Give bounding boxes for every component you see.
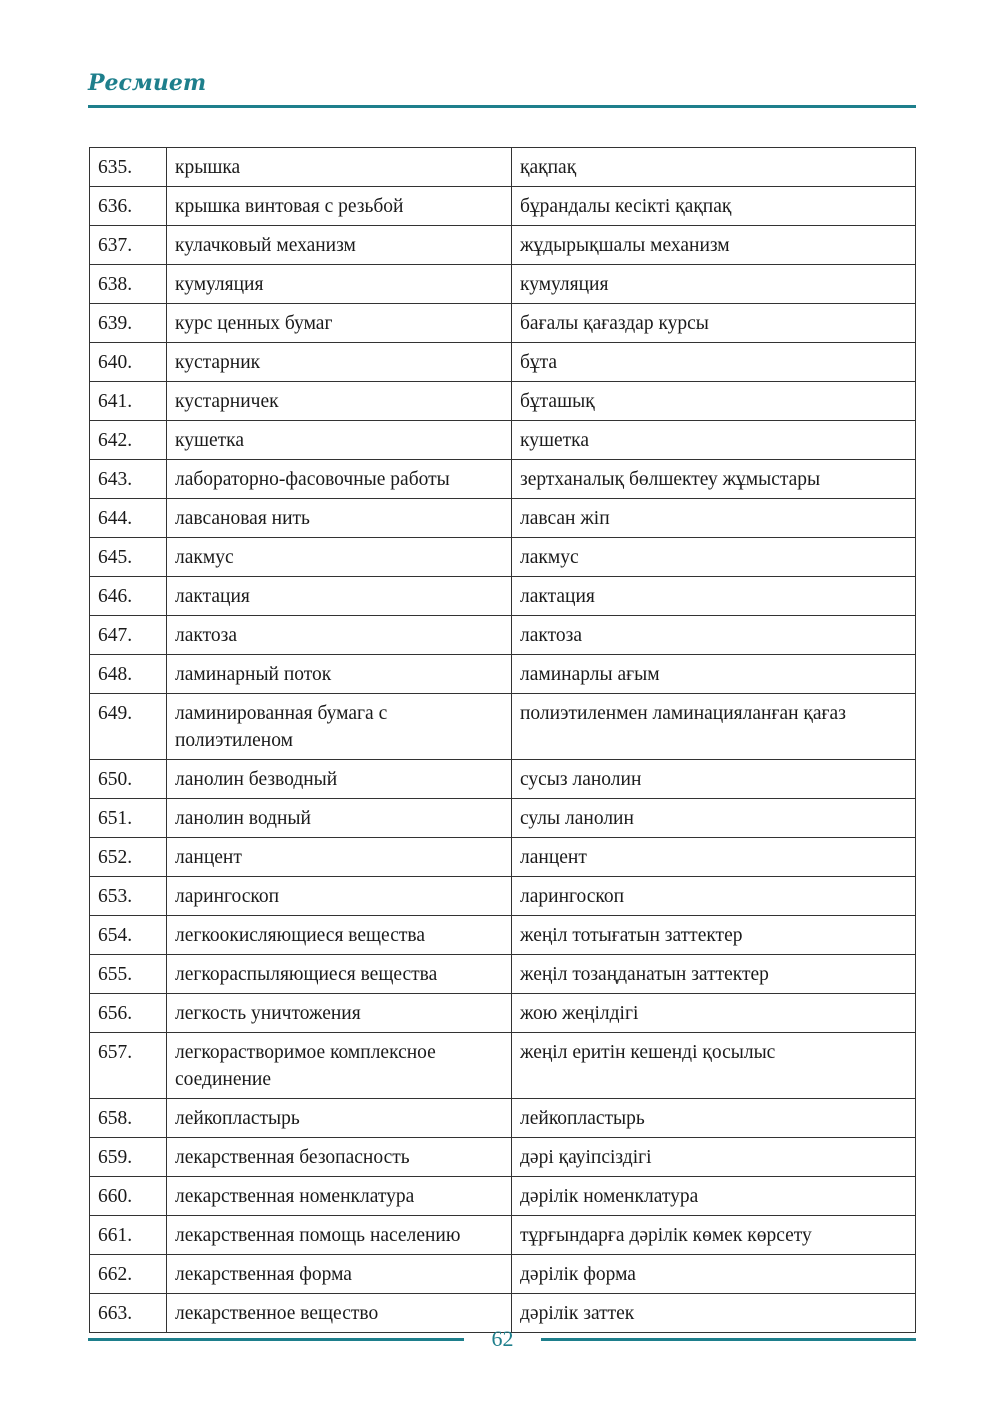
footer-divider-right xyxy=(541,1338,916,1341)
kazakh-term-cell: бұрандалы кесікті қақпақ xyxy=(512,187,916,226)
kazakh-term-cell: тұрғындарға дәрілік көмек көрсету xyxy=(512,1216,916,1255)
kazakh-term-cell: лактоза xyxy=(512,616,916,655)
table-row xyxy=(90,343,916,382)
term-number-cell: 643. xyxy=(90,460,167,499)
russian-term-cell: ланолин безводный xyxy=(167,760,512,799)
kazakh-term-cell: ланцент xyxy=(512,838,916,877)
russian-term-cell: кушетка xyxy=(167,421,512,460)
term-number-cell: 638. xyxy=(90,265,167,304)
term-number-cell: 650. xyxy=(90,760,167,799)
table-row xyxy=(90,499,916,538)
term-number-cell: 653. xyxy=(90,877,167,916)
russian-term-cell: крышка винтовая с резьбой xyxy=(167,187,512,226)
glossary-table-body xyxy=(90,148,916,1333)
russian-term-cell: лекарственная форма xyxy=(167,1255,512,1294)
russian-term-cell: ламинарный поток xyxy=(167,655,512,694)
kazakh-term-cell: лейкопластырь xyxy=(512,1099,916,1138)
page-number: 62 xyxy=(491,1326,514,1351)
table-row xyxy=(90,655,916,694)
glossary-table xyxy=(89,147,916,1333)
kazakh-term-cell: кушетка xyxy=(512,421,916,460)
kazakh-term-cell: дәрілік заттек xyxy=(512,1294,916,1333)
russian-term-cell: лактоза xyxy=(167,616,512,655)
russian-term-cell: ланолин водный xyxy=(167,799,512,838)
russian-term-cell: кулачковый механизм xyxy=(167,226,512,265)
term-number-cell: 639. xyxy=(90,304,167,343)
table-row xyxy=(90,1255,916,1294)
kazakh-term-cell: лакмус xyxy=(512,538,916,577)
kazakh-term-cell: ламинарлы ағым xyxy=(512,655,916,694)
kazakh-term-cell: кумуляция xyxy=(512,265,916,304)
term-number-cell: 642. xyxy=(90,421,167,460)
russian-term-cell: кустарничек xyxy=(167,382,512,421)
kazakh-term-cell: бұташық xyxy=(512,382,916,421)
kazakh-term-cell: дәрілік форма xyxy=(512,1255,916,1294)
russian-term-cell: курс ценных бумаг xyxy=(167,304,512,343)
term-number-cell: 649. xyxy=(90,694,167,760)
russian-term-cell: лекарственная помощь населению xyxy=(167,1216,512,1255)
russian-term-cell: кумуляция xyxy=(167,265,512,304)
term-number-cell: 641. xyxy=(90,382,167,421)
term-number-cell: 651. xyxy=(90,799,167,838)
kazakh-term-cell: жеңіл еритін кешенді қосылыс xyxy=(512,1033,916,1099)
term-number-cell: 660. xyxy=(90,1177,167,1216)
table-row xyxy=(90,577,916,616)
table-row xyxy=(90,382,916,421)
russian-term-cell: лабораторно-фасовочные работы xyxy=(167,460,512,499)
table-row xyxy=(90,1033,916,1099)
term-number-cell: 645. xyxy=(90,538,167,577)
term-number-cell: 661. xyxy=(90,1216,167,1255)
term-number-cell: 659. xyxy=(90,1138,167,1177)
term-number-cell: 644. xyxy=(90,499,167,538)
kazakh-term-cell: жұдырықшалы механизм xyxy=(512,226,916,265)
russian-term-cell: лактация xyxy=(167,577,512,616)
footer-divider-left xyxy=(88,1338,464,1341)
russian-term-cell: лекарственное вещество xyxy=(167,1294,512,1333)
kazakh-term-cell: полиэтиленмен ламинацияланған қағаз xyxy=(512,694,916,760)
table-row xyxy=(90,148,916,187)
table-row xyxy=(90,460,916,499)
term-number-cell: 636. xyxy=(90,187,167,226)
term-number-cell: 640. xyxy=(90,343,167,382)
russian-term-cell: ламинированная бумага с полиэтиленом xyxy=(167,694,512,760)
table-row xyxy=(90,694,916,760)
kazakh-term-cell: лавсан жіп xyxy=(512,499,916,538)
russian-term-cell: легкорастворимое комплексное соединение xyxy=(167,1033,512,1099)
table-row xyxy=(90,838,916,877)
term-number-cell: 663. xyxy=(90,1294,167,1333)
table-row xyxy=(90,421,916,460)
russian-term-cell: легкость уничтожения xyxy=(167,994,512,1033)
term-number-cell: 637. xyxy=(90,226,167,265)
kazakh-term-cell: бұта xyxy=(512,343,916,382)
term-number-cell: 648. xyxy=(90,655,167,694)
table-row xyxy=(90,955,916,994)
table-row xyxy=(90,916,916,955)
table-row xyxy=(90,799,916,838)
kazakh-term-cell: дәрі қауіпсіздігі xyxy=(512,1138,916,1177)
kazakh-term-cell: лактация xyxy=(512,577,916,616)
russian-term-cell: легкораспыляющиеся вещества xyxy=(167,955,512,994)
term-number-cell: 646. xyxy=(90,577,167,616)
table-row xyxy=(90,760,916,799)
russian-term-cell: лакмус xyxy=(167,538,512,577)
kazakh-term-cell: жеңіл тозаңданатын заттектер xyxy=(512,955,916,994)
table-row xyxy=(90,877,916,916)
header-divider xyxy=(88,105,916,108)
russian-term-cell: ланцент xyxy=(167,838,512,877)
table-row xyxy=(90,304,916,343)
table-row xyxy=(90,226,916,265)
russian-term-cell: ларингоскоп xyxy=(167,877,512,916)
russian-term-cell: кустарник xyxy=(167,343,512,382)
table-row xyxy=(90,265,916,304)
table-row xyxy=(90,1177,916,1216)
table-row xyxy=(90,1099,916,1138)
term-number-cell: 656. xyxy=(90,994,167,1033)
table-row xyxy=(90,994,916,1033)
kazakh-term-cell: жеңіл тотығатын заттектер xyxy=(512,916,916,955)
kazakh-term-cell: дәрілік номенклатура xyxy=(512,1177,916,1216)
table-row xyxy=(90,616,916,655)
term-number-cell: 654. xyxy=(90,916,167,955)
kazakh-term-cell: зертханалық бөлшектеу жұмыстары xyxy=(512,460,916,499)
russian-term-cell: легкоокисляющиеся вещества xyxy=(167,916,512,955)
russian-term-cell: крышка xyxy=(167,148,512,187)
kazakh-term-cell: жою жеңілдігі xyxy=(512,994,916,1033)
term-number-cell: 635. xyxy=(90,148,167,187)
russian-term-cell: лавсановая нить xyxy=(167,499,512,538)
table-row xyxy=(90,1138,916,1177)
term-number-cell: 647. xyxy=(90,616,167,655)
term-number-cell: 662. xyxy=(90,1255,167,1294)
page-header-title: Ресмиет xyxy=(88,70,207,96)
term-number-cell: 658. xyxy=(90,1099,167,1138)
term-number-cell: 655. xyxy=(90,955,167,994)
table-row xyxy=(90,538,916,577)
kazakh-term-cell: ларингоскоп xyxy=(512,877,916,916)
term-number-cell: 657. xyxy=(90,1033,167,1099)
term-number-cell: 652. xyxy=(90,838,167,877)
kazakh-term-cell: қақпақ xyxy=(512,148,916,187)
russian-term-cell: лейкопластырь xyxy=(167,1099,512,1138)
kazakh-term-cell: сусыз ланолин xyxy=(512,760,916,799)
kazakh-term-cell: сулы ланолин xyxy=(512,799,916,838)
russian-term-cell: лекарственная номенклатура xyxy=(167,1177,512,1216)
table-row xyxy=(90,1216,916,1255)
russian-term-cell: лекарственная безопасность xyxy=(167,1138,512,1177)
kazakh-term-cell: бағалы қағаздар курсы xyxy=(512,304,916,343)
table-row xyxy=(90,187,916,226)
